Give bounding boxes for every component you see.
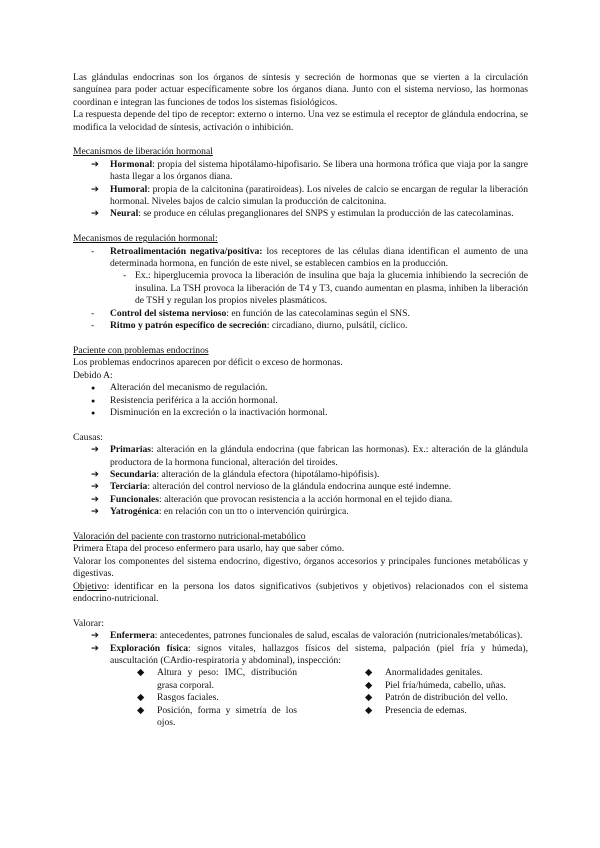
arrow-icon: ➔ [91, 493, 100, 505]
causas-item [73, 444, 528, 469]
regulacion-sub-text: Ex.: hiperglucemia provoca la liberación de insulina que baja la glucemia inhibiendo la secreción de insulina. La TSH provoca la liberación de T4 y T3, cuando aumentan en plasma, inhiben la liberación de TSH y regulan los propios niveles plasmáticos. [135, 270, 528, 307]
document-page [73, 72, 528, 729]
liberacion-item [73, 159, 528, 184]
causas-term: Terciaria [110, 481, 148, 493]
valoracion-line: Primera Etapa del proceso enfermero para usarlo, hay que saber cómo. [73, 543, 345, 555]
objetivo-text: : identificar en la persona los datos significativos (subjetivos y objetivos) relacionados con el sistema endocrino-nutricional. [73, 580, 528, 604]
dash-marker: - [123, 270, 127, 282]
diamond-icon: ◆ [365, 679, 373, 691]
arrow-icon: ➔ [91, 183, 100, 195]
inspeccion-item-text: Presencia de edemas. [385, 704, 467, 716]
causas-item [73, 506, 528, 518]
dash-marker: - [91, 307, 95, 319]
bullet-icon: ● [91, 396, 96, 405]
causas-item [73, 481, 528, 493]
paciente-item [73, 407, 528, 419]
inspeccion-item [137, 705, 297, 730]
paciente-item-text: Resistencia periférica a la acción hormonal. [110, 394, 278, 406]
liberacion-item [73, 184, 528, 209]
inspeccion-item-text: Piel fría/húmeda, cabello, uñas. [385, 679, 506, 691]
causas-heading: Causas: [73, 431, 103, 443]
paciente-item-text: Disminución en la excreción o la inactivación hormonal. [110, 406, 328, 418]
dash-marker: - [91, 245, 95, 257]
regulacion-item [73, 320, 528, 332]
valoracion-objetivo [73, 581, 528, 606]
paciente-line: Los problemas endocrinos aparecen por déficit o exceso de hormonas. [73, 357, 343, 369]
paciente-item [73, 382, 528, 394]
valorar-item [73, 643, 528, 668]
causas-text: : alteración que provocan resistencia a la acción hormonal en el tejido diana. [159, 493, 453, 505]
arrow-icon: ➔ [91, 642, 100, 654]
liberacion-text: : se produce en células preganglionares del SNPS y estimulan la producción de las catecolaminas. [138, 208, 514, 220]
arrow-icon: ➔ [91, 481, 100, 493]
bullet-icon: ● [91, 408, 96, 417]
inspeccion-item-text: Rasgos faciales. [157, 692, 219, 704]
arrow-icon: ➔ [91, 444, 100, 456]
regulacion-text: : en función de las catecolaminas según el SNS. [226, 307, 410, 319]
regulacion-item [73, 308, 528, 320]
liberacion-text: : propia de la calcitonina (paratiroideas). Los niveles de calcio se encargan de regular la liberación hormonal. Niveles bajos de calcio simulan la producción de calcitonina. [110, 183, 528, 208]
inspeccion-item-text: Anormalidades genitales. [385, 667, 483, 679]
liberacion-term: Hormonal [110, 158, 153, 170]
liberacion-item [73, 208, 528, 220]
inspeccion-item [365, 692, 535, 704]
paciente-heading: Paciente con problemas endocrinos [73, 344, 209, 356]
liberacion-text: : propia del sistema hipotálamo-hipofisario. Se libera una hormona trófica que viaja por la sangre hasta llegar a los órganos diana. [110, 158, 528, 183]
inspeccion-column-right [365, 667, 535, 729]
causas-text: : alteración de la glándula efectora (hipotálamo-hipófisis). [156, 468, 380, 480]
regulacion-term: Ritmo y patrón específico de secreción [110, 320, 267, 332]
intro-paragraph-1: Las glándulas endocrinas son los órganos de síntesis y secreción de hormonas que se vierten a la circulación sanguínea para poder actuar específicamente sobre los órganos diana. Junto con el sistema nervioso, las hormonas coordinan e integran las funciones de todos los sistemas fisiológicos. [73, 72, 528, 108]
arrow-icon: ➔ [91, 468, 100, 480]
arrow-icon: ➔ [91, 630, 100, 642]
inspeccion-item [365, 680, 535, 692]
inspeccion-item-text: Altura y peso: IMC, distribución grasa corporal. [157, 667, 297, 691]
regulacion-item [73, 246, 528, 271]
causas-item [73, 494, 528, 506]
bullet-icon: ● [91, 384, 96, 393]
inspeccion-item-text: Posición, forma y simetría de los ojos. [157, 704, 297, 729]
diamond-icon: ◆ [365, 692, 373, 704]
liberacion-heading: Mecanismos de liberación hormonal [73, 146, 213, 158]
diamond-icon: ◆ [137, 692, 145, 704]
arrow-icon: ➔ [91, 208, 100, 220]
arrow-icon: ➔ [91, 506, 100, 518]
regulacion-text: : circadiano, diurno, pulsátil, cíclico. [266, 320, 408, 332]
causas-item [73, 469, 528, 481]
inspeccion-columns [137, 667, 528, 729]
valorar-item [73, 630, 528, 642]
objetivo-label: Objetivo [73, 580, 107, 592]
dash-marker: - [91, 320, 95, 332]
valorar-heading: Valorar: [73, 617, 104, 629]
valorar-term: Enfermera [110, 630, 155, 642]
valoracion-heading: Valoración del paciente con trastorno nutricional-metabólico [73, 530, 306, 542]
regulacion-heading: Mecanismos de regulación hormonal: [73, 233, 218, 245]
inspeccion-item [137, 667, 297, 692]
inspeccion-item [365, 667, 535, 679]
regulacion-term: Control del sistema nervioso [110, 307, 227, 319]
diamond-icon: ◆ [365, 667, 373, 679]
valoracion-line: Valorar los componentes del sistema endocrino, digestivo, órganos accesorios y principales funciones metabólicas y digestivas. [73, 555, 528, 580]
paciente-item [73, 395, 528, 407]
arrow-icon: ➔ [91, 158, 100, 170]
causas-text: : alteración del control nervioso de la glándula endocrina aunque esté indemne. [147, 481, 452, 493]
regulacion-text: los receptores de las células diana identifican el aumento de una determinada hormona, en función de este nivel, se establecen cambios en la producción. [110, 245, 528, 270]
causas-text: : alteración en la glándula endocrina (que fabrican las hormonas). Ex.: alteración de la glándula productora de la hormona funcional, alteración del tiroides. [110, 444, 528, 468]
causas-term: Primarias [110, 444, 152, 456]
intro-paragraph-2: La respuesta depende del tipo de receptor: externo o interno. Una vez se estimula el receptor de glándula endocrina, se modifica la velocidad de síntesis, activación o inhibición. [73, 109, 528, 133]
regulacion-subitem [73, 270, 528, 307]
inspeccion-column-left [137, 667, 297, 729]
paciente-item-text: Alteración del mecanismo de regulación. [110, 382, 268, 394]
valorar-text: : signos vitales, hallazgos físicos del sistema, palpación (piel fría y húmeda), auscultación (CArdio-respiratoria y abdominal), inspección: [110, 642, 528, 666]
diamond-icon: ◆ [137, 704, 145, 716]
diamond-icon: ◆ [137, 667, 145, 679]
valorar-term: Exploración física [110, 642, 188, 654]
inspeccion-item-text: Patrón de distribución del vello. [385, 692, 508, 704]
diamond-icon: ◆ [365, 704, 373, 716]
causas-term: Secundaria [110, 468, 157, 480]
inspeccion-item [365, 705, 535, 717]
inspeccion-item [137, 692, 297, 704]
causas-term: Funcionales [110, 493, 160, 505]
causas-term: Yatrogénica [110, 506, 159, 518]
regulacion-term: Retroalimentación negativa/positiva: [110, 245, 263, 257]
causas-text: : en relación con un tto o intervención quirúrgica. [158, 506, 349, 518]
liberacion-term: Neural [110, 208, 139, 220]
valorar-text: : antecedentes, patrones funcionales de salud, escalas de valoración (nutricionales/metabólicas). [154, 630, 523, 642]
paciente-line: Debido A: [73, 369, 113, 381]
liberacion-term: Humoral [110, 183, 148, 195]
